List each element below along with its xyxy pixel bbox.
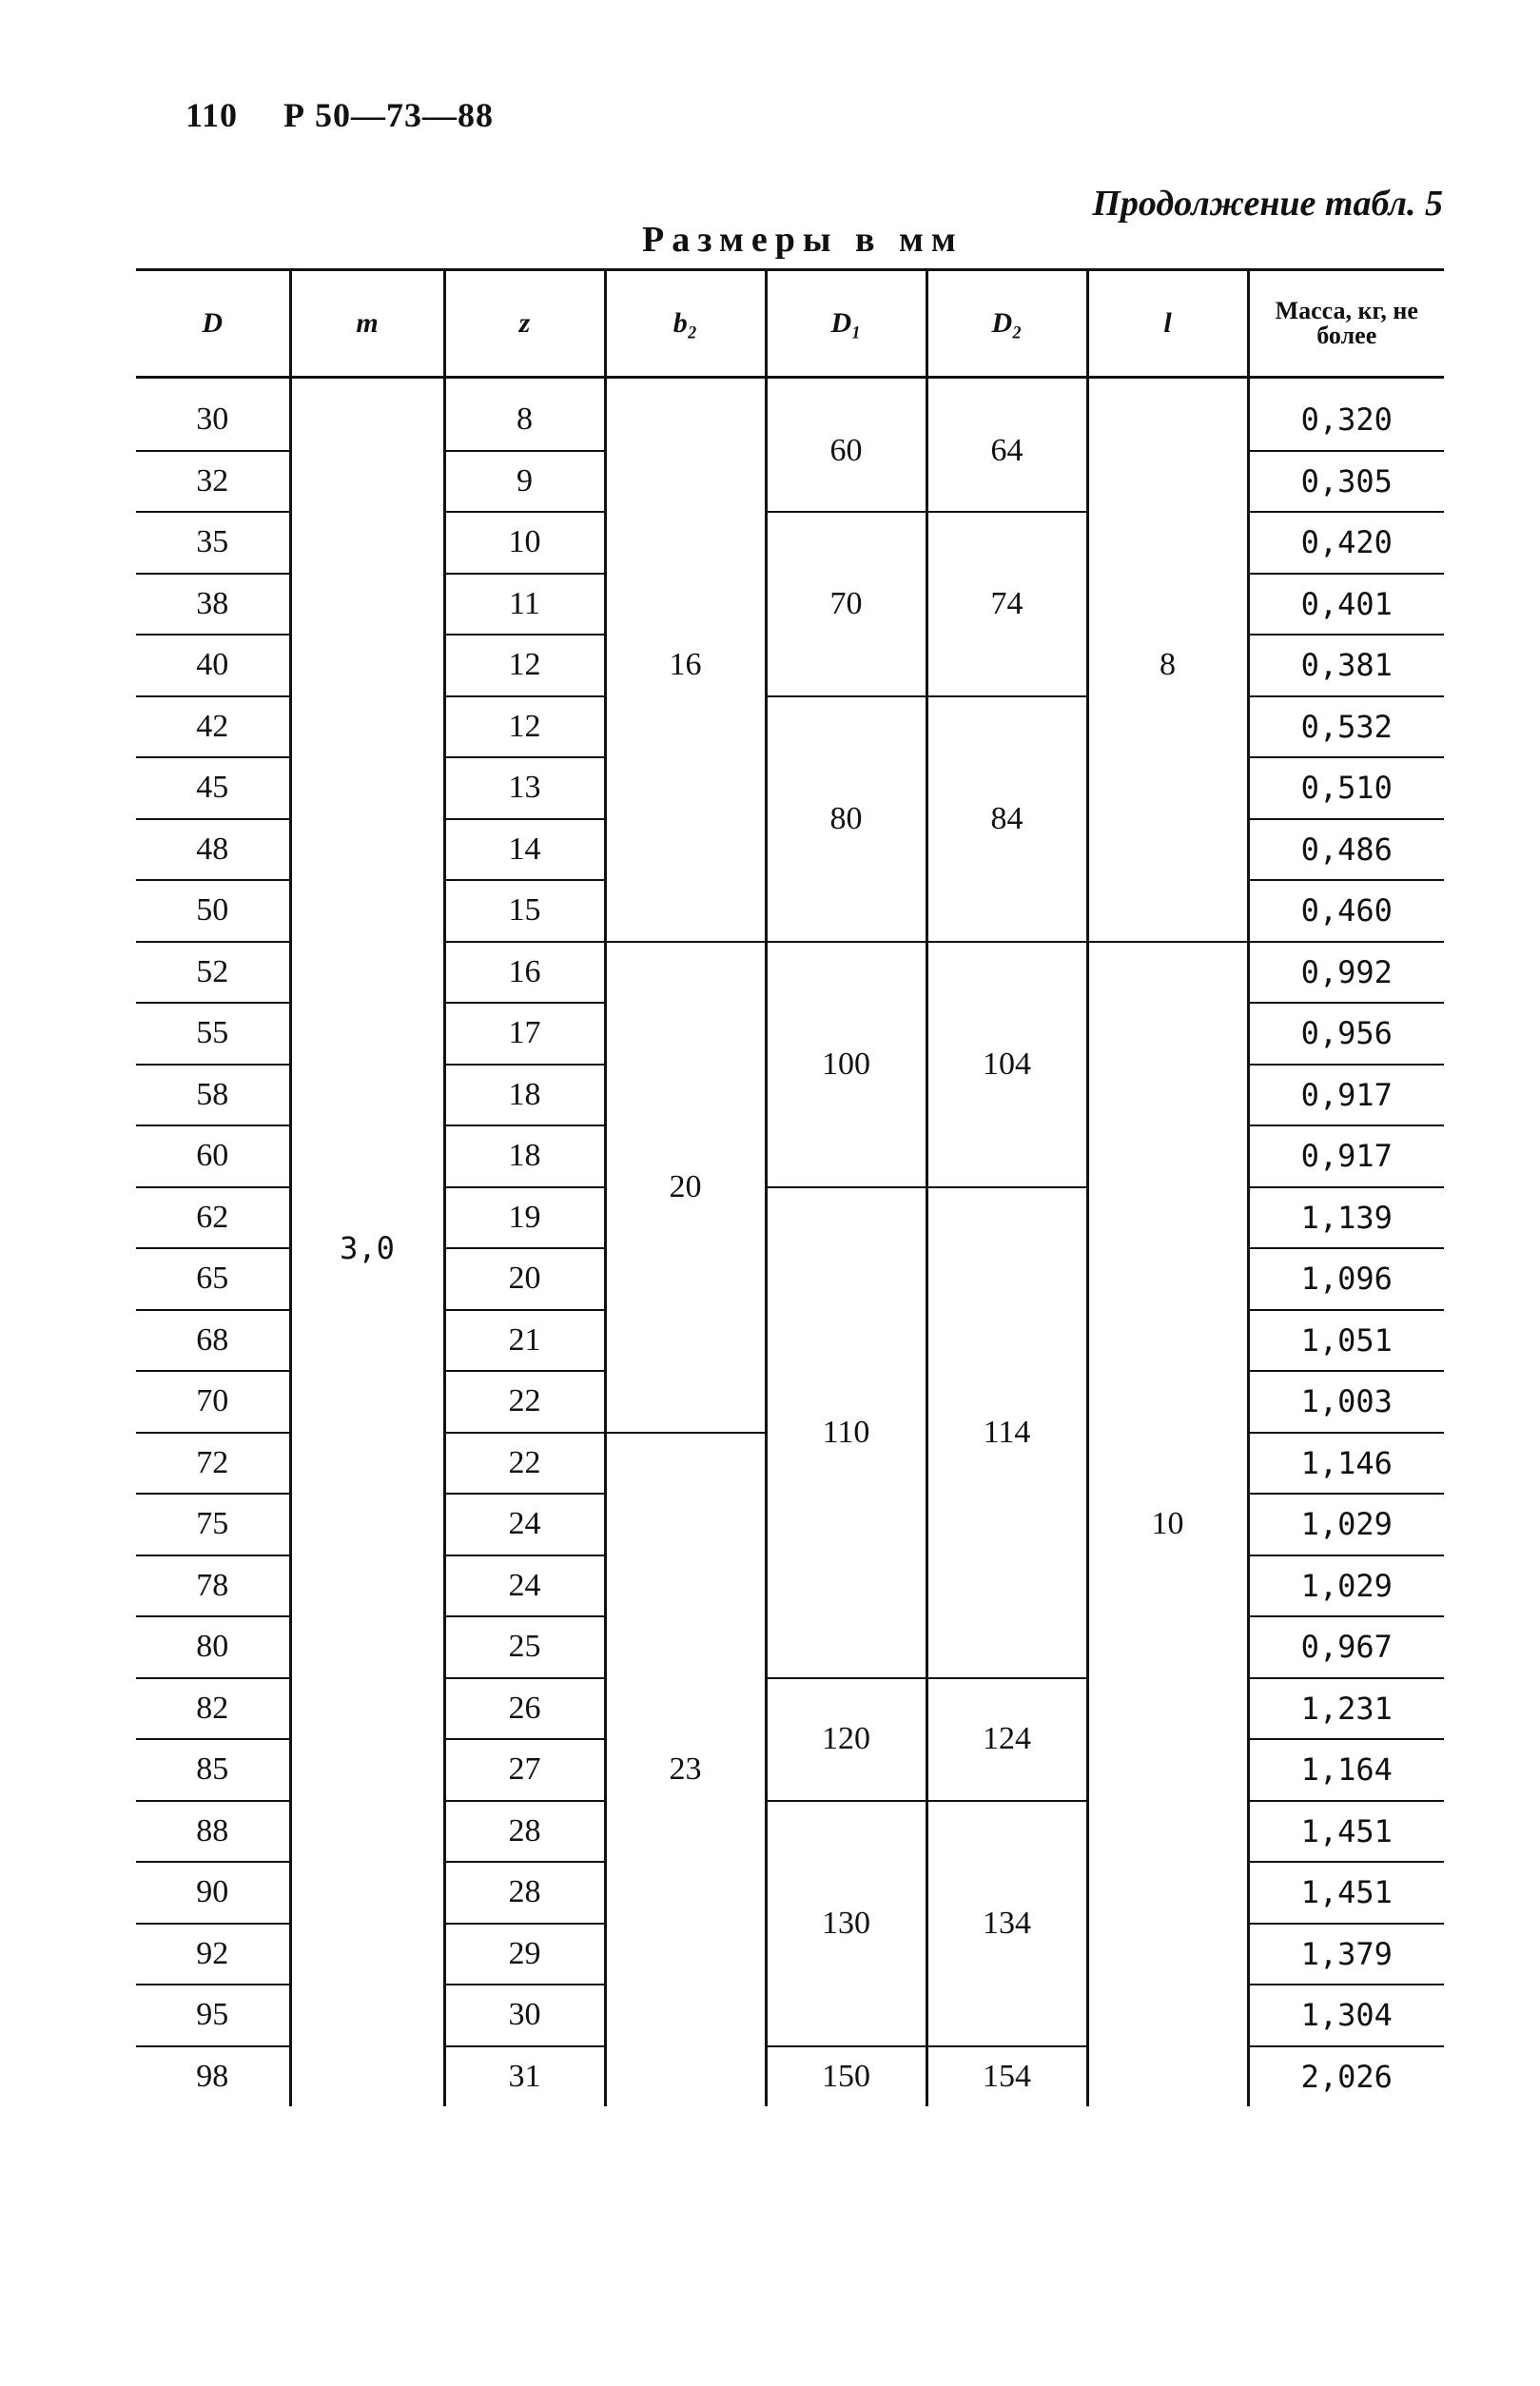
cell-z: 16 [444, 942, 605, 1004]
cell-z: 12 [444, 696, 605, 758]
col-header-mass: Масса, кг, не более [1248, 270, 1444, 378]
cell-z: 24 [444, 1555, 605, 1617]
cell-D1: 120 [766, 1678, 926, 1801]
cell-D2: 124 [926, 1678, 1087, 1801]
cell-D: 48 [136, 819, 290, 881]
cell-D: 72 [136, 1433, 290, 1495]
cell-mass: 1,164 [1248, 1739, 1444, 1801]
col-header-D1: D₁ [766, 270, 926, 378]
cell-D: 90 [136, 1862, 290, 1924]
cell-mass: 0,486 [1248, 819, 1444, 881]
cell-D1: 150 [766, 2046, 926, 2107]
cell-z: 25 [444, 1616, 605, 1678]
cell-z: 22 [444, 1371, 605, 1433]
cell-D: 65 [136, 1248, 290, 1310]
cell-mass: 1,379 [1248, 1924, 1444, 1985]
cell-D1: 80 [766, 696, 926, 942]
cell-mass: 1,146 [1248, 1433, 1444, 1495]
cell-D: 92 [136, 1924, 290, 1985]
cell-z: 31 [444, 2046, 605, 2107]
cell-mass: 0,510 [1248, 757, 1444, 819]
cell-mass: 1,304 [1248, 1985, 1444, 2046]
col-header-D2: D₂ [926, 270, 1087, 378]
cell-mass: 0,381 [1248, 635, 1444, 696]
cell-mass: 0,917 [1248, 1125, 1444, 1187]
cell-z: 18 [444, 1125, 605, 1187]
cell-z: 12 [444, 635, 605, 696]
cell-D2: 84 [926, 696, 1087, 942]
cell-D: 60 [136, 1125, 290, 1187]
dimensions-table [136, 268, 1444, 2106]
cell-z: 18 [444, 1065, 605, 1126]
page-header [185, 95, 494, 135]
cell-D1: 100 [766, 942, 926, 1187]
cell-D: 95 [136, 1985, 290, 2046]
cell-mass: 1,451 [1248, 1801, 1444, 1863]
cell-D: 98 [196, 2058, 229, 2094]
cell-D2: 154 [926, 2046, 1087, 2107]
cell-D: 70 [136, 1371, 290, 1433]
cell-mass: 0,992 [1248, 942, 1444, 1004]
cell-mass: 0,305 [1248, 451, 1444, 513]
cell-D: 45 [136, 757, 290, 819]
cell-z: 15 [444, 880, 605, 942]
cell-z: 30 [444, 1985, 605, 2046]
cell-D2: 64 [926, 390, 1087, 512]
cell-mass: 0,460 [1248, 880, 1444, 942]
cell-D2: 74 [926, 512, 1087, 696]
cell-D: 35 [136, 512, 290, 574]
cell-mass: 0,956 [1248, 1003, 1444, 1065]
cell-b2: 16 [605, 390, 766, 942]
col-header-z: z [444, 270, 605, 378]
cell-mass: 1,029 [1248, 1494, 1444, 1555]
cell-z: 13 [444, 757, 605, 819]
cell-D: 42 [136, 696, 290, 758]
cell-mass: 1,051 [1248, 1310, 1444, 1372]
cell-m: 3,0 [290, 390, 444, 2106]
cell-z: 22 [444, 1433, 605, 1495]
cell-z: 28 [444, 1801, 605, 1863]
cell-D: 30 [136, 390, 290, 451]
cell-mass: 1,029 [1248, 1555, 1444, 1617]
cell-z: 19 [444, 1187, 605, 1249]
cell-mass: 1,003 [1248, 1371, 1444, 1433]
cell-D1: 110 [766, 1187, 926, 1678]
col-header-m: m [290, 270, 444, 378]
cell-z: 9 [444, 451, 605, 513]
cell-D2: 114 [926, 1187, 1087, 1678]
cell-b2: 23 [605, 1433, 766, 2107]
cell-D: 58 [136, 1065, 290, 1126]
cell-D: 88 [136, 1801, 290, 1863]
cell-D: 32 [136, 451, 290, 513]
cell-b2: 20 [605, 942, 766, 1433]
document-code: Р 50—73—88 [283, 96, 495, 134]
cell-l: 8 [1087, 390, 1248, 942]
cell-z: 26 [444, 1678, 605, 1740]
cell-z: 29 [444, 1924, 605, 1985]
cell-mass: 1,096 [1248, 1248, 1444, 1310]
cell-mass: 0,320 [1248, 390, 1444, 451]
cell-D: 52 [136, 942, 290, 1004]
cell-z: 21 [444, 1310, 605, 1372]
cell-z: 11 [444, 574, 605, 636]
cell-D2: 104 [926, 942, 1087, 1187]
cell-z: 17 [444, 1003, 605, 1065]
cell-mass: 1,231 [1248, 1678, 1444, 1740]
col-header-l: l [1087, 270, 1248, 378]
col-header-b2: b₂ [605, 270, 766, 378]
cell-D: 40 [136, 635, 290, 696]
cell-z: 20 [444, 1248, 605, 1310]
cell-z: 10 [444, 512, 605, 574]
cell-D: 38 [136, 574, 290, 636]
cell-D: 82 [136, 1678, 290, 1740]
units-caption: Размеры в мм [642, 220, 964, 260]
cell-D1: 60 [766, 390, 926, 512]
table-header-row [136, 270, 1444, 378]
cell-l: 10 [1087, 942, 1248, 2107]
cell-D: 78 [136, 1555, 290, 1617]
cell-D: 62 [136, 1187, 290, 1249]
cell-D2: 134 [926, 1801, 1087, 2046]
cell-mass: 0,917 [1248, 1065, 1444, 1126]
table-row [136, 390, 1444, 451]
page-number: 110 [185, 96, 239, 134]
cell-z: 8 [444, 390, 605, 451]
table-continuation-label: Продолжение табл. 5 [1092, 184, 1443, 224]
cell-mass: 1,451 [1248, 1862, 1444, 1924]
cell-z: 27 [444, 1739, 605, 1801]
cell-D: 85 [136, 1739, 290, 1801]
cell-D: 75 [136, 1494, 290, 1555]
cell-z: 28 [444, 1862, 605, 1924]
cell-mass: 0,967 [1248, 1616, 1444, 1678]
cell-D1: 70 [766, 512, 926, 696]
cell-D: 55 [136, 1003, 290, 1065]
cell-D: 68 [136, 1310, 290, 1372]
cell-mass: 0,532 [1248, 696, 1444, 758]
cell-D1: 130 [766, 1801, 926, 2046]
cell-mass: 0,420 [1248, 512, 1444, 574]
cell-z: 24 [444, 1494, 605, 1555]
cell-mass: 2,026 [1248, 2046, 1444, 2107]
cell-D: 80 [136, 1616, 290, 1678]
cell-D: 50 [136, 880, 290, 942]
cell-mass: 0,401 [1248, 574, 1444, 636]
col-header-D: D [136, 270, 290, 378]
cell-mass: 1,139 [1248, 1187, 1444, 1249]
cell-z: 14 [444, 819, 605, 881]
